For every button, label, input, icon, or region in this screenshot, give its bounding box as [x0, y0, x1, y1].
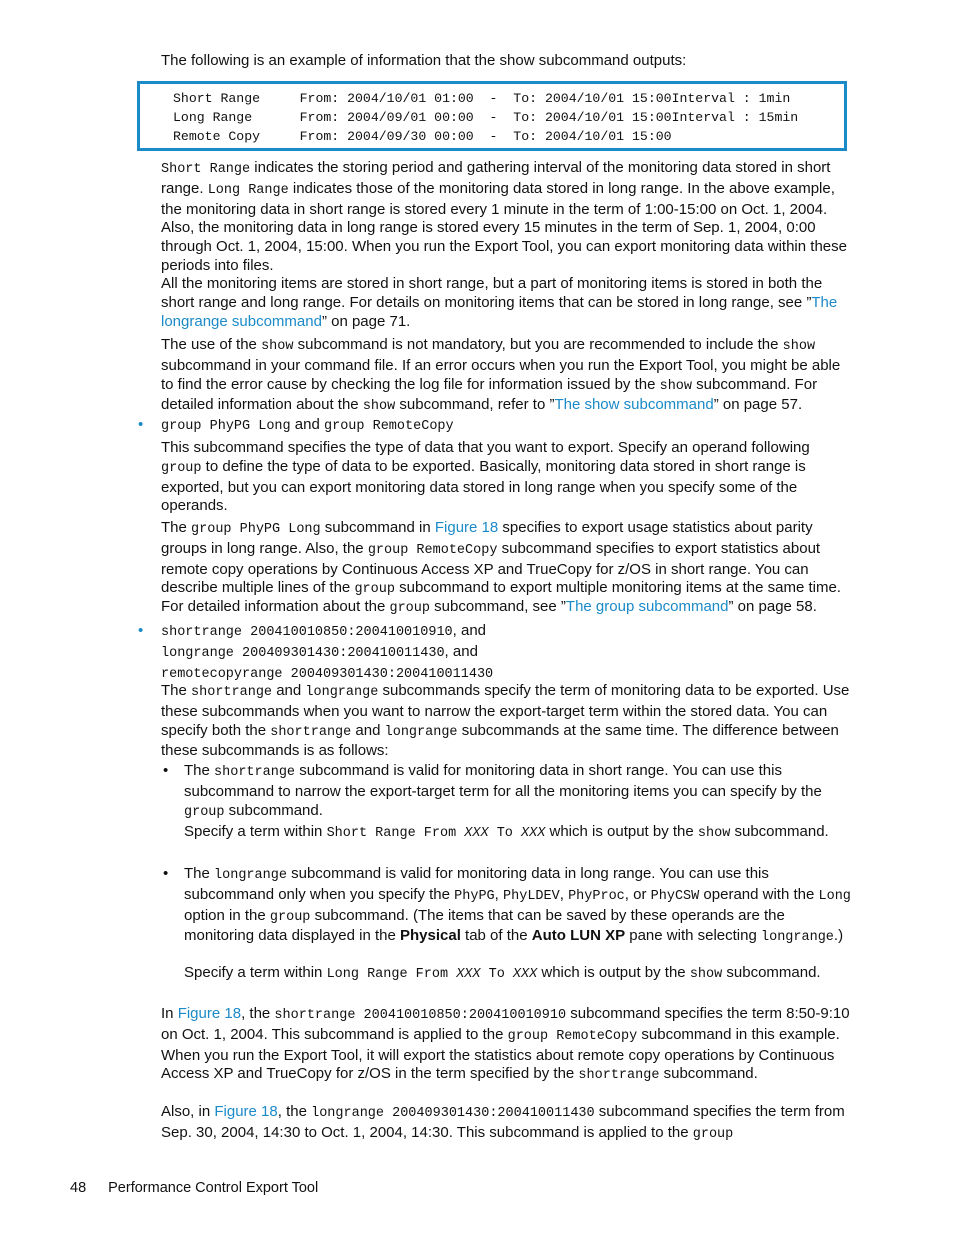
bullet-group-heading: group PhyPG Long and group RemoteCopy	[161, 416, 454, 434]
page-number: 48	[70, 1180, 87, 1196]
code-line: Long Range From: 2004/09/01 00:00 - To: 2004/10/01 15:00Interval : 15min	[173, 110, 799, 125]
code-example	[140, 84, 844, 146]
sub-paragraph-longrange-term: Specify a term within Long Range From XXX To XXX which is output by the show subcommand.	[184, 964, 821, 982]
paragraph-group-purpose: This subcommand specifies the type of data that you want to export. Specify an operand following group to define the type of data to be exported. Basically, monitoring data stored in short range is exported, but you can export monitoring data stored in long range when you specify some of the operands.	[161, 439, 810, 515]
sub-bullet-longrange: The longrange subcommand is valid for monitoring data in long range. You can use this subcommand only when you specify the PhyPG, PhyLDEV, PhyProc, or PhyCSW operand with the Long option in the group subcommand. (The items that can be saved by these operands are the monitoring data displayed in the Physical tab of the Auto LUN XP pane with selecting longrange.)	[184, 865, 851, 946]
code-example-box	[137, 81, 847, 151]
paragraph-shortrange-example: In Figure 18, the shortrange 200410010850:200410010910 subcommand specifies the term 8:50-9:10 on Oct. 1, 2004. This subcommand is applied to the group RemoteCopy subcommand in this example. When you run the Export Tool, it will export the statistics about remote copy operations by Continuous Access XP and TrueCopy for z/OS in the term specified by the shortrange subcommand.	[161, 1005, 850, 1084]
sub-bullet-shortrange: The shortrange subcommand is valid for monitoring data in short range. You can use this subcommand to narrow the export-target term for all the monitoring items you can specify by the group subcommand.	[184, 762, 822, 820]
code-term: Short Range	[161, 162, 251, 177]
code-term: Long Range	[207, 182, 289, 198]
paragraph-group-reference: For detailed information about the group subcommand, see ”The group subcommand” on page 58.	[161, 598, 817, 616]
sub-bullet-marker: •	[163, 762, 169, 779]
link-longrange-subcommand[interactable]: The longrange subcommand	[161, 293, 838, 330]
bullet-marker: •	[138, 416, 144, 433]
sub-bullet-marker: •	[163, 865, 169, 882]
code-line: Remote Copy From: 2004/09/30 00:00 - To: 2004/10/01 15:00	[173, 129, 672, 144]
paragraph-show-usage: The use of the show subcommand is not mandatory, but you are recommended to include the show subcommand in your command file. If an error occurs when you run the Export Tool, you might be able to find the error cause by checking the log file for information issued by the show subcommand. For detailed information about the show subcommand, refer to ”The show subcommand” on page 57.	[161, 336, 841, 415]
bullet-marker: •	[138, 622, 144, 639]
bullet-range-heading: shortrange 200410010850:200410010910, and longrange 200409301430:200410011430, and remotecopyrange 200409301430:200410011430	[161, 622, 494, 682]
code-line: Short Range From: 2004/10/01 01:00 - To: 2004/10/01 15:00Interval : 1min	[173, 91, 791, 106]
paragraph-range-subcommands: The shortrange and longrange subcommands specify the term of monitoring data to be exported. Use these subcommands when you want to narrow the export-target term within the stored data. You can specify both the shortrange and longrange subcommands at the same time. The difference between these subcommands is as follows:	[161, 682, 850, 760]
link-show-subcommand[interactable]: The show subcommand	[554, 396, 714, 414]
paragraph-range-explanation: Short Range indicates the storing period and gathering interval of the monitoring data stored in short range. Long Range indicates those of the monitoring data stored in long range. In the above example, the monitoring data in short range is stored every 1 minute in the term of 1:00-15:00 on Oct. 1, 2004. Also, the monitoring data in long range is stored every 15 minutes in the term of Sep. 1, 2004, 0:00 through Oct. 1, 2004, 15:00. When you run the Export Tool, you can export monitoring data within these periods into files.	[161, 159, 847, 274]
link-figure-18[interactable]: Figure 18	[177, 1005, 242, 1022]
link-figure-18[interactable]: Figure 18	[434, 519, 499, 536]
link-figure-18[interactable]: Figure 18	[214, 1103, 278, 1120]
paragraph-longrange-example: Also, in Figure 18, the longrange 200409301430:200410011430 subcommand specifies the term from Sep. 30, 2004, 14:30 to Oct. 1, 2004, 14:30. This subcommand is applied to the group	[161, 1103, 845, 1142]
paragraph-group-example: The group PhyPG Long subcommand in Figure 18 specifies to export usage statistics about parity groups in long range. Also, the group RemoteCopy subcommand specifies to export statistics about remote copy operations by Continuous Access XP and TrueCopy for z/OS in short range. You can describe multiple lines of the group subcommand to export multiple monitoring items at the same time.	[161, 519, 841, 598]
sub-paragraph-shortrange-term: Specify a term within Short Range From XXX To XXX which is output by the show subcommand.	[184, 823, 829, 841]
intro-text: The following is an example of information that the show subcommand outputs:	[161, 52, 687, 69]
paragraph-monitoring-items: All the monitoring items are stored in short range, but a part of monitoring items is stored in both the short range and long range. For details on monitoring items that can be stored in long range, see ”The longrange subcommand” on page 71.	[161, 275, 838, 330]
page-footer	[70, 1180, 318, 1196]
link-group-subcommand[interactable]: The group subcommand	[565, 598, 729, 615]
footer-title: Performance Control Export Tool	[108, 1180, 319, 1196]
